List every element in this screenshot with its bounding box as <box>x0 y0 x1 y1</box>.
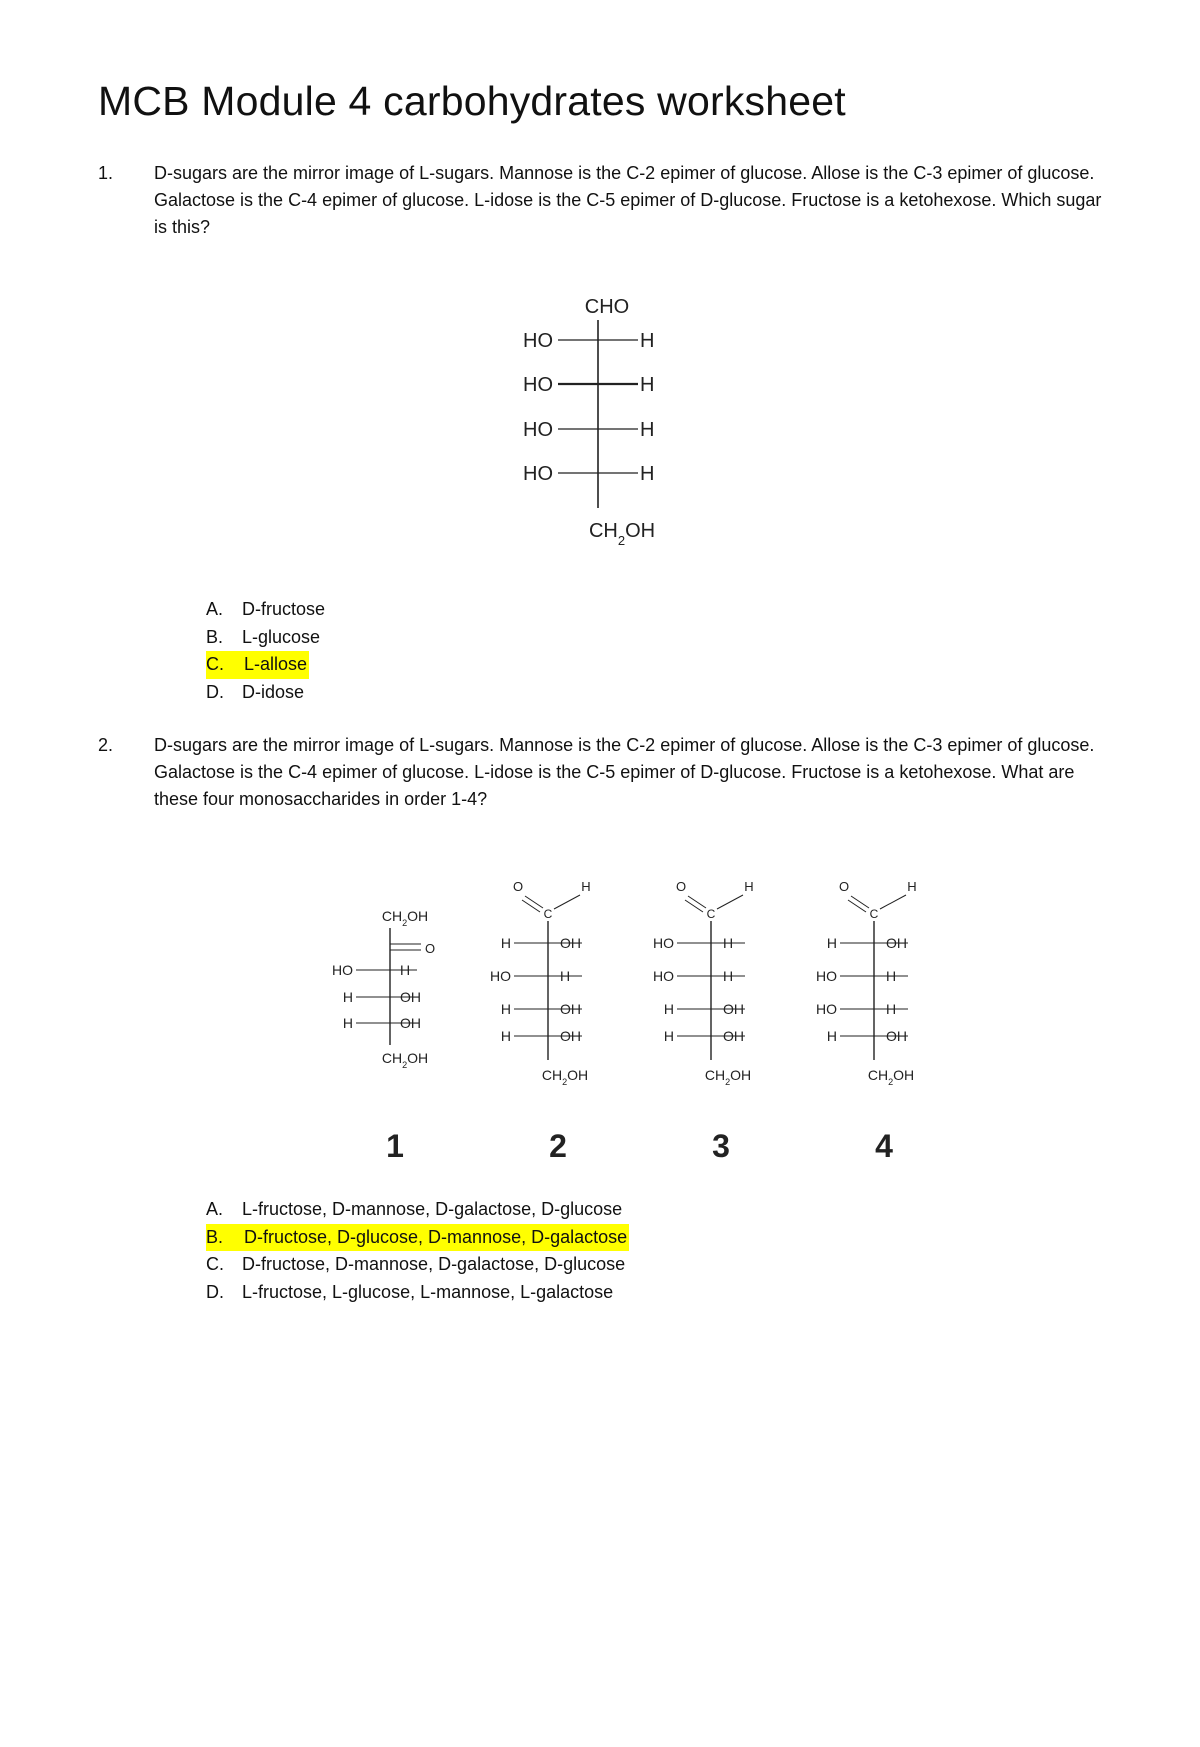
q1-bottom-group: $CH_2OH$ <box>588 520 656 548</box>
q2-structure2-row1-right: OH <box>560 935 581 951</box>
q2-structure3-row1-left: HO <box>653 935 674 951</box>
q2-option-c[interactable]: C. D-fructose, D-mannose, D-galactose, D-glucose <box>206 1254 626 1274</box>
q2-structure1-row3-right: OH <box>400 1015 421 1031</box>
q2-structure4-double-bond-b <box>848 900 866 912</box>
q2-structure1-row3-left: H <box>342 1015 353 1031</box>
q2-structure3-row1-right: H <box>723 935 734 951</box>
q2-structure2-row2-left: HO <box>490 968 511 984</box>
q1-option-a[interactable]: A. D-fructose <box>206 599 326 619</box>
q1-option-b[interactable]: B. L-glucose <box>206 626 321 647</box>
q2-structure1-row1-right: H <box>400 962 411 978</box>
q2-structure3-aldehyde-o: O <box>675 879 687 894</box>
q2-structure3-row4-left: H <box>663 1028 674 1044</box>
q2-structure4-row1-right: OH <box>886 935 907 951</box>
q1-row1-right: H <box>640 330 655 352</box>
q1-row3-right: H <box>640 419 655 441</box>
q2-structure2-double-bond-a <box>525 896 543 908</box>
q2-structure2-aldehyde-h: H <box>581 879 591 894</box>
q2-structure2-aldehyde-o: O <box>512 879 524 894</box>
q1-option-d[interactable]: D. D-idose <box>206 681 305 702</box>
q2-structure3-double-bond-a <box>688 896 706 908</box>
q2-structure4-aldehyde-h: H <box>907 879 917 894</box>
q2-structure3-row2-left: HO <box>653 968 674 984</box>
q2-structure4-row1-left: H <box>826 935 837 951</box>
q2-structure4-row4-left: H <box>826 1028 837 1044</box>
q2-option-d[interactable]: D. L-fructose, L-glucose, L-mannose, L-galactose <box>206 1281 614 1302</box>
q2-structure4-label: 4 <box>875 1128 893 1164</box>
q2-structure1-top-group: $CH_2OH$ <box>381 908 429 928</box>
q2-structure3-label: 3 <box>712 1128 730 1164</box>
q2-structure4-aldehyde-o: O <box>838 879 850 894</box>
q2-structure2-row2-right: H <box>560 968 571 984</box>
q2-text: D-sugars are the mirror image of L-sugars. Mannose is the C-2 epimer of glucose. Allose is the C-3 epimer of glucose. Galactose is the C-4 epimer of glucose. L-idose is the C-5 epimer of D-glucose. Fructose is a ketohexose. What are these four monosaccharides in order 1-4? <box>154 735 1095 809</box>
q2-structure4-aldehyde-c: C <box>869 907 879 921</box>
q1-row2-left: HO <box>523 374 553 396</box>
q2-structure4-double-bond-a <box>851 896 869 908</box>
page-title: MCB Module 4 carbohydrates worksheet <box>98 78 846 124</box>
q2-structure1-label: 1 <box>386 1128 404 1164</box>
q2-structure4-row3-right: H <box>886 1001 897 1017</box>
q2-structure1-bottom-group: $CH_2OH$ <box>381 1050 429 1070</box>
q2-structure4-row2-right: H <box>886 968 897 984</box>
q2-structure3-row4-right: OH <box>723 1028 744 1044</box>
q2-structure2-row1-left: H <box>500 935 511 951</box>
q1-options <box>206 596 325 706</box>
q1-option-c[interactable]: C. L-allose <box>206 651 325 679</box>
q2-structure1-row2-left: H <box>342 989 353 1005</box>
q1-row4-right: H <box>640 463 655 485</box>
q1-text: D-sugars are the mirror image of L-sugars. Mannose is the C-2 epimer of glucose. Allose is the C-3 epimer of glucose. Galactose is the C-4 epimer of glucose. L-idose is the C-5 epimer of D-glucose. Fructose is a ketohexose. Which sugar is this? <box>154 163 1102 237</box>
q1-number: 1. <box>98 163 114 183</box>
q2-structure4-row2-left: HO <box>816 968 837 984</box>
q2-structure3-row3-right: OH <box>723 1001 744 1017</box>
q2-structure4-row4-right: OH <box>886 1028 907 1044</box>
q2-structure4-bottom-group: $CH_2OH$ <box>867 1067 915 1087</box>
q2-structure2-double-bond-b <box>522 900 540 912</box>
q2-number: 2. <box>98 735 114 755</box>
q1-row4-left: HO <box>523 463 553 485</box>
q2-structure3-aldehyde-h: H <box>744 879 754 894</box>
q1-top-group: CHO <box>584 296 630 318</box>
q2-structure4-ch-bond <box>880 895 906 909</box>
q2-structure1-row2-right: OH <box>400 989 421 1005</box>
q2-structure2-bottom-group: $CH_2OH$ <box>541 1067 589 1087</box>
q2-options <box>206 1196 629 1306</box>
q2-structure1-keto-o: O <box>425 941 436 956</box>
q2-structure2-label: 2 <box>549 1128 567 1164</box>
q2-structure2-row3-right: OH <box>560 1001 581 1017</box>
q1-row3-left: HO <box>523 419 553 441</box>
q2-structure3-double-bond-b <box>685 900 703 912</box>
q2-structure3-row3-left: H <box>663 1001 674 1017</box>
q2-structure3-ch-bond <box>717 895 743 909</box>
q2-structure1-row1-left: HO <box>332 962 353 978</box>
q2-structure2-row4-right: OH <box>560 1028 581 1044</box>
q2-option-a[interactable]: A. L-fructose, D-mannose, D-galactose, D-glucose <box>206 1199 623 1219</box>
q2-structure2-row3-left: H <box>500 1001 511 1017</box>
q2-structure3-aldehyde-c: C <box>706 907 716 921</box>
q2-option-b[interactable]: B. D-fructose, D-glucose, D-mannose, D-galactose <box>206 1224 629 1252</box>
q2-structure4-row3-left: HO <box>816 1001 837 1017</box>
q2-structure2-row4-left: H <box>500 1028 511 1044</box>
q2-structure3-row2-right: H <box>723 968 734 984</box>
q2-structure3-bottom-group: $CH_2OH$ <box>704 1067 752 1087</box>
q2-structure2-ch-bond <box>554 895 580 909</box>
q1-row1-left: HO <box>523 330 553 352</box>
q1-row2-right: H <box>640 374 655 396</box>
q2-structure2-aldehyde-c: C <box>543 907 553 921</box>
